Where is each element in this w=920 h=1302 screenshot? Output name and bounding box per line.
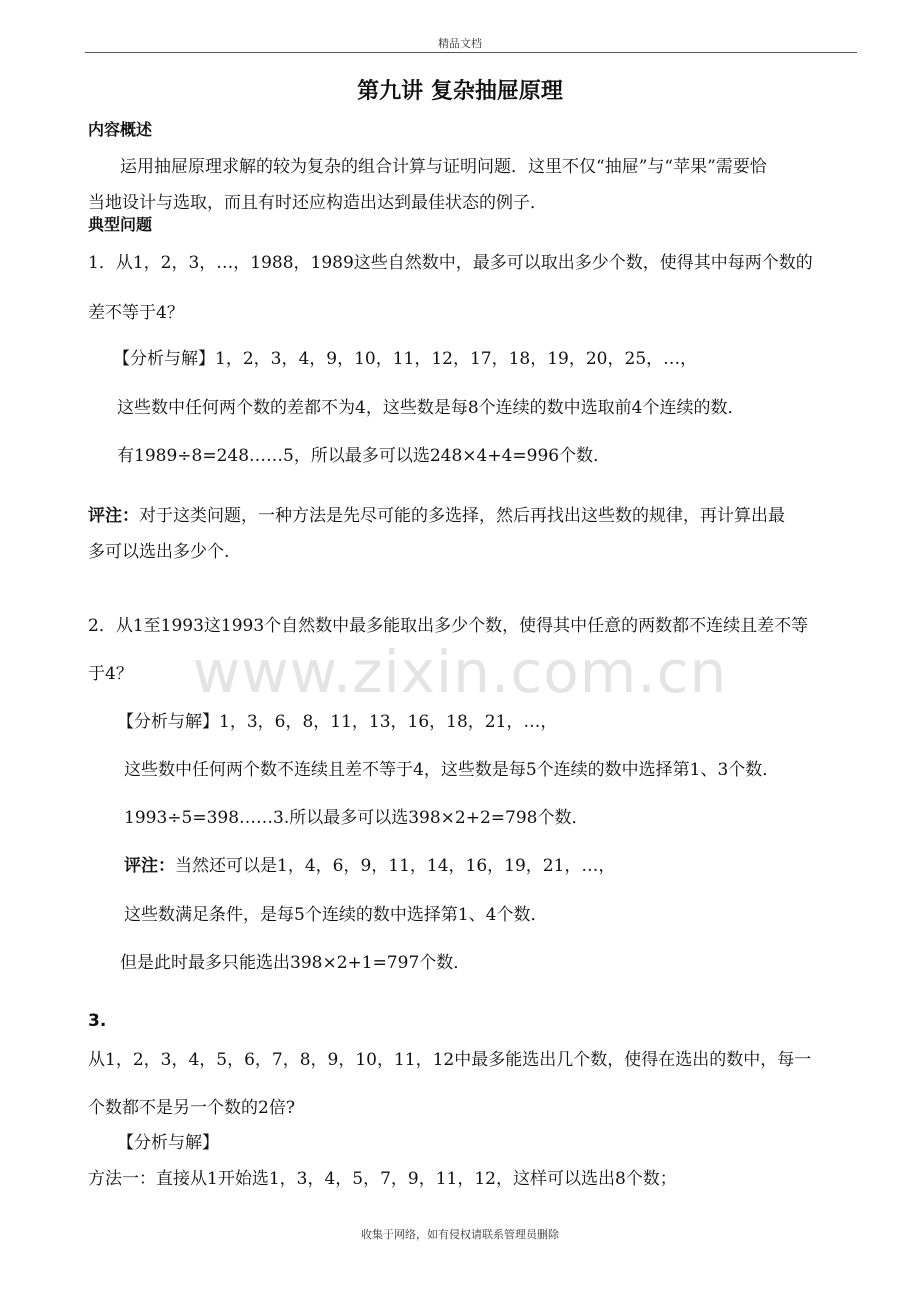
q2-line-2: 于4？ (88, 664, 133, 684)
q3-analysis: 【分析与解】 (117, 1133, 219, 1153)
page-header: 精品文档 (438, 37, 482, 50)
q1-analysis: 【分析与解】1，2，3，4，9，10，11，12，17，18，19，20，25，…， (113, 349, 698, 369)
q2-line-6: 但是此时最多只能选出398×2+1=797个数． (120, 953, 471, 973)
overview-line-2: 当地设计与选取，而且有时还应构造出达到最佳状态的例子． (88, 193, 547, 213)
q3-line-2: 个数都不是另一个数的2倍? (88, 1098, 295, 1118)
q1-note (88, 501, 785, 526)
q1-note-text: 对于这类问题，一种方法是先尽可能的多选择，然后再找出这些数的规律，再计算出最 (139, 506, 785, 526)
q3-number: 3. (88, 1011, 107, 1031)
q3-method-1: 方法一：直接从1开始选1，3，4，5，7，9，11，12，这样可以选出8个数； (88, 1169, 677, 1189)
q2-line-4: 1993÷5=398……3.所以最多可以选398×2+2=798个数． (124, 808, 589, 828)
header-divider (85, 52, 857, 53)
q1-line-4: 有1989÷8=248……5，所以最多可以选248×4+4=996个数． (117, 446, 611, 466)
q1-note-label: 评注： (88, 506, 139, 526)
q1-line-1: 1．从1，2，3，…，1988，1989这些自然数中，最多可以取出多少个数，使得其中每两个数的 (88, 253, 813, 273)
q1-note-line-2: 多可以选出多少个. (88, 542, 230, 562)
page-title: 第九讲 复杂抽屉原理 (357, 79, 563, 104)
overview-line-1: 运用抽屉原理求解的较为复杂的组合计算与证明问题．这里不仅“抽屉”与“苹果”需要恰 (120, 157, 767, 177)
q3-line-1: 从1，2，3，4，5，6，7，8，9，10，11，12中最多能选出几个数，使得在选出的数中，每一 (88, 1050, 812, 1070)
overview-heading: 内容概述 (88, 120, 153, 139)
q2-line-1: 2．从1至1993这1993个自然数中最多能取出多少个数，使得其中任意的两数都不连续且差不等 (88, 616, 809, 636)
q2-note-text: 当然还可以是1，4，6，9，11，14，16，19，21，…， (175, 856, 616, 876)
q1-line-2: 差不等于4？ (88, 303, 184, 323)
q2-note-label: 评注： (124, 856, 175, 876)
q2-line-3: 这些数中任何两个数不连续且差不等于4，这些数是每5个连续的数中选择第1、3个数． (124, 760, 780, 780)
q2-note (124, 851, 615, 876)
q2-analysis: 【分析与解】1，3，6，8，11，13，16，18，21，…， (117, 712, 558, 732)
q2-line-5: 这些数满足条件，是每5个连续的数中选择第1、4个数． (124, 905, 548, 925)
typical-problems-heading: 典型问题 (88, 215, 153, 234)
q1-line-3: 这些数中任何两个数的差都不为4，这些数是每8个连续的数中选取前4个连续的数． (117, 398, 745, 418)
watermark: www.zixin.com.cn (192, 638, 728, 706)
page-footer: 收集于网络，如有侵权请联系管理员删除 (361, 1228, 559, 1241)
